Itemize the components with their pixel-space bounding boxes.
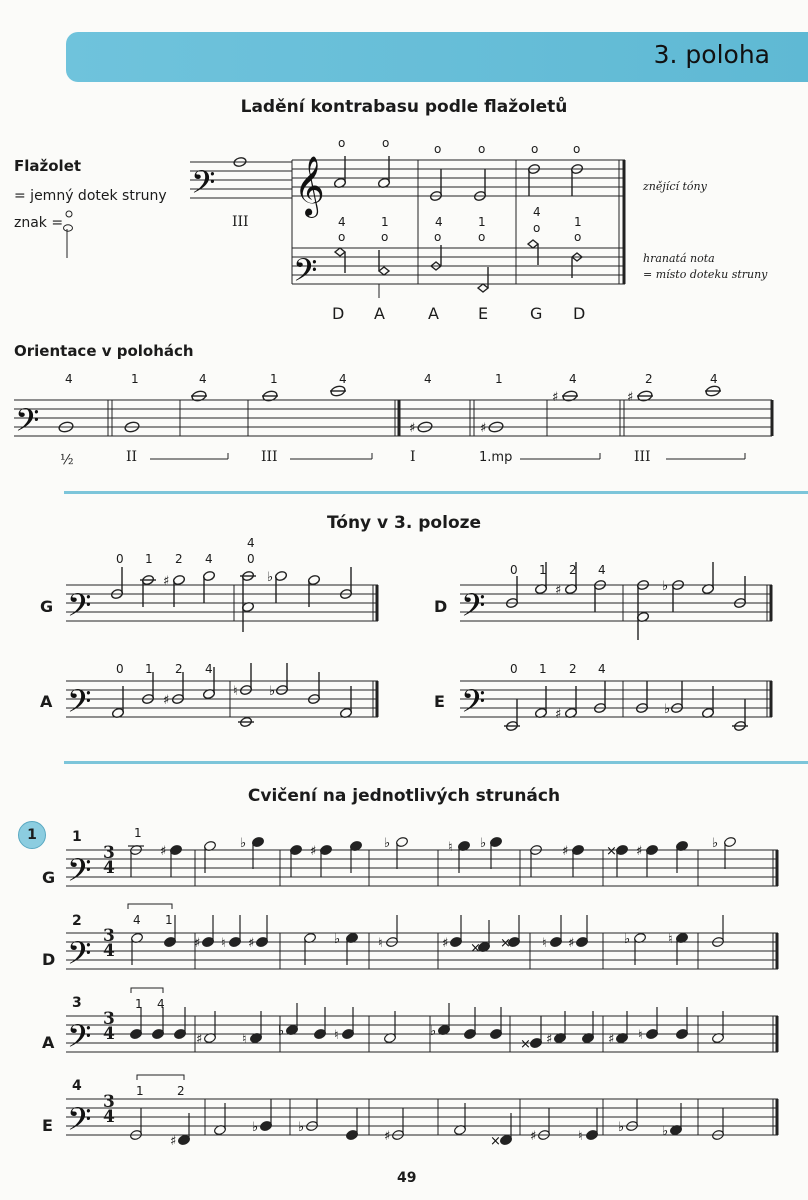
finger-number: 1 — [145, 552, 153, 566]
svg-text:♯: ♯ — [627, 390, 634, 405]
finger-number: 4 — [598, 563, 606, 577]
finger-number: 2 — [175, 662, 183, 676]
string-label-d: D — [434, 597, 448, 616]
sharp-icon: ♯ — [530, 1129, 537, 1144]
finger-number: 1 — [381, 215, 389, 229]
flat-icon: ♭ — [712, 836, 719, 851]
staff — [66, 585, 378, 621]
page-title: 3. poloha — [653, 40, 770, 69]
finger-number: 1 — [165, 913, 173, 927]
natural-icon: ♮ — [378, 936, 383, 951]
flat-icon: ♭ — [267, 570, 274, 585]
string-name: A — [428, 304, 439, 323]
open-marker: o — [338, 136, 346, 150]
svg-text:𝄢: 𝄢 — [67, 587, 92, 631]
open-marker: o — [574, 230, 582, 244]
svg-text:𝄢: 𝄢 — [67, 1018, 92, 1062]
sharp-icon — [409, 390, 633, 436]
finger-number: 4 — [569, 372, 577, 386]
position-label-iii: III — [232, 214, 249, 230]
string-label-g: G — [42, 868, 56, 887]
finger-number: 0 — [247, 552, 255, 566]
bass-clef-icon — [15, 164, 485, 1145]
sharp-icon: ♯ — [384, 1129, 391, 1144]
finger-number: 4 — [598, 662, 606, 676]
finger-number: 0 — [116, 552, 124, 566]
finger-number: 0 — [116, 662, 124, 676]
flat-icon: ♭ — [662, 1124, 669, 1139]
open-marker: o — [434, 142, 442, 156]
finger-number: 1 — [478, 215, 486, 229]
line-number: 4 — [72, 1078, 82, 1094]
open-marker: o — [382, 136, 390, 150]
string-label-g: G — [40, 597, 54, 616]
flat-icon: ♭ — [240, 836, 247, 851]
section-title-tuning: Ladění kontrabasu podle flažoletů — [240, 97, 568, 117]
page-number: 49 — [397, 1170, 417, 1186]
string-name: D — [332, 304, 345, 323]
time-signature: 3 4 — [103, 926, 115, 961]
position-label: III — [634, 449, 651, 465]
position-label: I — [410, 449, 416, 465]
section-title-orientation: Orientace v polohách — [14, 342, 194, 360]
flat-icon: ♭ — [334, 932, 341, 947]
note-touch-2: = místo doteku struny — [643, 268, 768, 281]
string-name: E — [478, 304, 489, 323]
flat-icon: ♭ — [252, 1120, 259, 1135]
svg-text:𝄞: 𝄞 — [294, 156, 325, 216]
open-marker: o — [533, 221, 541, 235]
finger-number: 4 — [133, 913, 141, 927]
string-label-a: A — [40, 692, 53, 711]
svg-text:𝄢: 𝄢 — [67, 852, 92, 896]
finger-number: 4 — [533, 205, 541, 219]
staff — [66, 850, 778, 886]
string-label-e: E — [434, 692, 445, 711]
sharp-icon: ♯ — [248, 936, 255, 951]
string-label-a: A — [42, 1033, 55, 1052]
line-number: 1 — [72, 829, 82, 845]
finger-number: 2 — [177, 1084, 185, 1098]
notes — [233, 156, 583, 292]
position-label: II — [126, 449, 138, 465]
finger-number: 4 — [710, 372, 718, 386]
finger-number: 4 — [338, 215, 346, 229]
flat-icon: ♭ — [430, 1024, 437, 1039]
exercise-number-badge: 1 — [18, 821, 46, 849]
flat-icon: ♭ — [664, 702, 671, 717]
finger-number: 0 — [510, 662, 518, 676]
open-marker: o — [478, 142, 486, 156]
flat-icon: ♭ — [624, 932, 631, 947]
string-name: D — [573, 304, 586, 323]
sharp-icon: ♯ — [163, 693, 170, 708]
staff — [292, 248, 625, 284]
open-marker: o — [573, 142, 581, 156]
svg-text:𝄢: 𝄢 — [461, 683, 486, 727]
finger-number: 1 — [574, 215, 582, 229]
finger-number: 1 — [134, 826, 142, 840]
svg-text:♯: ♯ — [480, 421, 487, 436]
finger-number: 1 — [136, 1084, 144, 1098]
position-label: III — [261, 449, 278, 465]
natural-icon: ♮ — [242, 1032, 247, 1047]
svg-text:𝄢: 𝄢 — [461, 587, 486, 631]
svg-text:𝄢: 𝄢 — [191, 164, 216, 208]
finger-number: 1 — [495, 372, 503, 386]
note-sounding: znějící tóny — [643, 180, 707, 193]
finger-number: 1 — [539, 563, 547, 577]
flat-icon: ♭ — [278, 1024, 285, 1039]
finger-number: 4 — [435, 215, 443, 229]
svg-text:𝄢: 𝄢 — [67, 935, 92, 979]
note-touch-1: hranatá nota — [643, 252, 715, 265]
time-signature: 3 4 — [103, 1009, 115, 1044]
double-sharp-icon: × — [500, 936, 511, 951]
flazolet-definition: = jemný dotek struny — [14, 188, 167, 204]
sharp-icon: ♯ — [608, 1032, 615, 1047]
sharp-icon: ♯ — [196, 1032, 203, 1047]
finger-number: 4 — [424, 372, 432, 386]
finger-number: 4 — [65, 372, 73, 386]
svg-text:𝄢: 𝄢 — [67, 683, 92, 727]
sharp-icon: ♯ — [555, 583, 562, 598]
string-label-d: D — [42, 950, 56, 969]
flat-icon: ♭ — [662, 579, 669, 594]
treble-clef-icon — [294, 156, 325, 218]
finger-number: 1 — [145, 662, 153, 676]
svg-text:𝄢: 𝄢 — [15, 402, 40, 446]
natural-icon: ♮ — [668, 932, 673, 947]
sharp-icon: ♯ — [562, 844, 569, 859]
finger-number: 2 — [569, 662, 577, 676]
flat-icon: ♭ — [384, 836, 391, 851]
finger-number: 4 — [247, 536, 255, 550]
line-number: 2 — [72, 913, 82, 929]
znak-label: znak = — [14, 215, 64, 231]
natural-icon: ♮ — [638, 1028, 643, 1043]
barlines — [195, 850, 777, 1135]
flat-icon: ♭ — [298, 1120, 305, 1135]
finger-number: 1 — [270, 372, 278, 386]
natural-icon: ♮ — [221, 936, 226, 951]
string-name: A — [374, 304, 385, 323]
sharp-icon: ♯ — [170, 1134, 177, 1149]
finger-number: 4 — [205, 662, 213, 676]
open-marker: o — [478, 230, 486, 244]
sharp-icon: ♯ — [194, 936, 201, 951]
position-label: ½ — [60, 452, 74, 468]
finger-number: 1 — [539, 662, 547, 676]
flat-icon: ♭ — [480, 836, 487, 851]
double-sharp-icon: × — [490, 1134, 501, 1149]
notes — [110, 562, 748, 732]
svg-text:♯: ♯ — [552, 390, 559, 405]
double-sharp-icon: × — [606, 844, 617, 859]
flazolet-title: Flažolet — [14, 157, 82, 175]
sharp-icon: ♯ — [163, 574, 170, 589]
section-title-exercises: Cvičení na jednotlivých strunách — [247, 786, 561, 806]
flat-icon: ♭ — [618, 1120, 625, 1135]
string-label-e: E — [42, 1116, 53, 1135]
string-name: G — [530, 304, 543, 323]
double-sharp-icon: × — [470, 941, 481, 956]
natural-icon: ♮ — [448, 840, 453, 855]
finger-number: 2 — [569, 563, 577, 577]
harmonic-sign-icon — [64, 211, 73, 258]
sharp-icon: ♯ — [555, 707, 562, 722]
open-marker: o — [338, 230, 346, 244]
open-marker: o — [531, 142, 539, 156]
time-signature: 3 4 — [103, 1092, 115, 1127]
finger-number: 4 — [199, 372, 207, 386]
sharp-icon: ♯ — [442, 936, 449, 951]
svg-text:𝄢: 𝄢 — [67, 1101, 92, 1145]
sharp-icon: ♯ — [310, 844, 317, 859]
finger-number: 1 — [131, 372, 139, 386]
finger-number: 4 — [205, 552, 213, 566]
natural-icon: ♮ — [542, 936, 547, 951]
double-sharp-icon: × — [520, 1037, 531, 1052]
open-marker: o — [381, 230, 389, 244]
svg-text:♯: ♯ — [409, 421, 416, 436]
staff — [460, 681, 772, 717]
line-number: 3 — [72, 995, 82, 1011]
natural-icon: ♮ — [334, 1028, 339, 1043]
natural-icon: ♮ — [233, 684, 238, 699]
finger-number: 1 — [135, 997, 143, 1011]
finger-number: 4 — [339, 372, 347, 386]
finger-number: 2 — [175, 552, 183, 566]
flat-icon: ♭ — [269, 684, 276, 699]
sharp-icon: ♯ — [636, 844, 643, 859]
section-title-tones: Tóny v 3. poloze — [326, 513, 482, 533]
open-marker: o — [434, 230, 442, 244]
finger-number: 0 — [510, 563, 518, 577]
time-signature: 3 4 — [103, 843, 115, 878]
finger-number: 4 — [157, 997, 165, 1011]
natural-icon: ♮ — [578, 1129, 583, 1144]
position-label: 1.mp — [479, 450, 513, 465]
staff — [66, 1016, 778, 1052]
sharp-icon: ♯ — [546, 1032, 553, 1047]
finger-number: 2 — [645, 372, 653, 386]
sharp-icon: ♯ — [160, 844, 167, 859]
sharp-icon: ♯ — [568, 936, 575, 951]
svg-text:𝄢: 𝄢 — [293, 252, 318, 296]
